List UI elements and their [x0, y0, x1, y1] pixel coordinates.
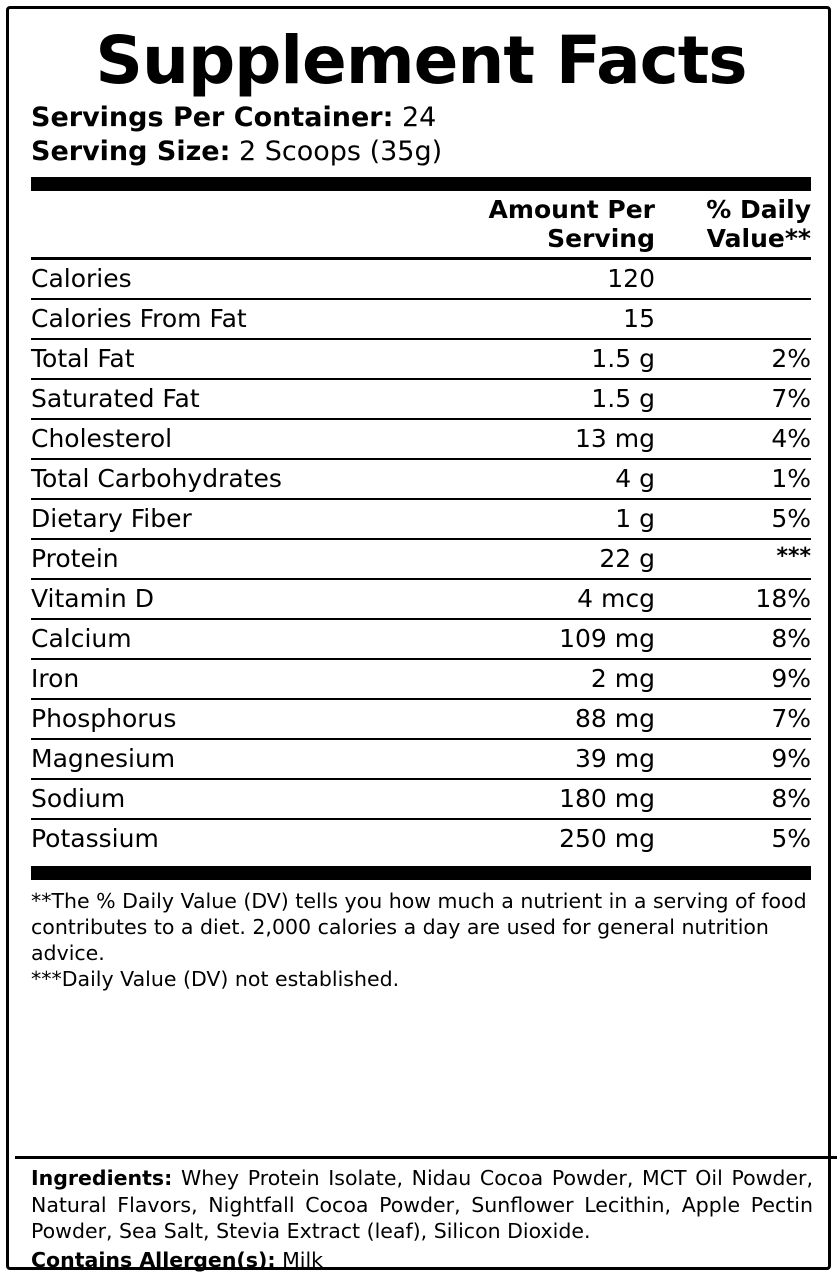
table-row — [31, 739, 811, 779]
ingredients-text: Whey Protein Isolate, Nidau Cocoa Powder, MCT Oil Powder, Natural Flavors, Nightfall Cocoa Powder, Sunflower Lecithin, Apple Pectin Powder, Sea Salt, Stevia Extract (leaf), Silicon Dioxide. — [31, 1166, 813, 1243]
nutrient-dv: 2% — [655, 339, 811, 379]
nutrient-name: Magnesium — [31, 739, 390, 779]
nutrient-dv: 5% — [655, 499, 811, 539]
nutrient-dv: 7% — [655, 699, 811, 739]
ingredients — [31, 1165, 813, 1245]
table-row — [31, 619, 811, 659]
footnote-daily-value: **The % Daily Value (DV) tells you how much a nutrient in a serving of food contributes to a diet. 2,000 calories a day are used for general nutrition advice. — [31, 889, 807, 965]
nutrient-dv: 9% — [655, 739, 811, 779]
nutrient-name: Potassium — [31, 824, 159, 853]
page-title: Supplement Facts — [95, 22, 747, 99]
allergen-label: Contains Allergen(s): — [31, 1247, 276, 1272]
serving-size-value: 2 Scoops (35g) — [239, 136, 443, 167]
nutrient-dv-note: *** — [776, 544, 811, 569]
nutrient-amount: 2 mg — [390, 659, 655, 699]
table-row — [31, 459, 811, 499]
nutrient-amount: 13 mg — [390, 419, 655, 459]
nutrient-amount: 120 — [390, 259, 655, 300]
nutrient-name: Saturated Fat — [31, 379, 390, 419]
nutrient-name: Vitamin D — [31, 579, 390, 619]
ingredients-label: Ingredients: — [31, 1166, 173, 1190]
nutrient-amount: 180 mg — [390, 779, 655, 819]
nutrient-name: Dietary Fiber — [31, 499, 390, 539]
table-row — [31, 579, 811, 619]
servings-per-container-label: Servings Per Container: — [31, 102, 394, 133]
header-amount-per-serving: Amount Per Serving — [390, 191, 655, 259]
nutrient-amount: 4 g — [390, 459, 655, 499]
nutrient-name: Calories From Fat — [31, 299, 390, 339]
nutrient-dv: 4% — [655, 419, 811, 459]
nutrient-dv: 1% — [655, 459, 811, 499]
nutrient-amount: 15 — [390, 299, 655, 339]
nutrient-dv: 9% — [655, 659, 811, 699]
header-blank — [31, 191, 390, 259]
serving-size-label: Serving Size: — [31, 136, 231, 167]
allergen-text: Milk — [282, 1247, 324, 1272]
nutrient-name: Calcium — [31, 619, 390, 659]
table-header-row — [31, 191, 811, 259]
nutrient-amount: 1 g — [390, 499, 655, 539]
footnote-not-established: ***Daily Value (DV) not established. — [31, 967, 400, 991]
table-row — [31, 539, 811, 579]
allergens — [31, 1247, 813, 1274]
nutrient-dv — [655, 539, 811, 579]
nutrition-table — [31, 191, 811, 858]
ingredients-block — [31, 1165, 813, 1274]
serving-size — [31, 135, 811, 169]
nutrient-name: Calories — [31, 259, 390, 300]
nutrient-amount: 1.5 g — [390, 379, 655, 419]
nutrient-name: Phosphorus — [31, 699, 390, 739]
servings-per-container-value: 24 — [401, 102, 437, 133]
table-row — [31, 779, 811, 819]
header-daily-value: % Daily Value** — [655, 191, 811, 259]
nutrient-dv: 5% — [771, 824, 811, 853]
nutrient-name: Total Carbohydrates — [31, 459, 390, 499]
nutrient-dv: 7% — [655, 379, 811, 419]
nutrient-amount: 109 mg — [390, 619, 655, 659]
nutrient-dv: 8% — [655, 619, 811, 659]
table-row — [31, 339, 811, 379]
table-row — [31, 379, 811, 419]
divider-thick-bottom — [31, 866, 811, 880]
nutrient-name: Sodium — [31, 779, 390, 819]
table-row — [31, 699, 811, 739]
supplement-facts-panel — [6, 6, 831, 1270]
nutrient-amount: 4 mcg — [390, 579, 655, 619]
nutrient-name: Cholesterol — [31, 419, 390, 459]
nutrient-amount: 250 mg — [559, 824, 655, 853]
nutrient-dv: 8% — [655, 779, 811, 819]
table-row — [31, 299, 811, 339]
nutrient-dv — [655, 259, 811, 300]
table-row — [31, 659, 811, 699]
nutrient-dv — [655, 299, 811, 339]
nutrient-amount: 22 g — [390, 539, 655, 579]
nutrient-name: Total Fat — [31, 339, 390, 379]
nutrient-name: Protein — [31, 539, 390, 579]
nutrient-name: Iron — [31, 659, 390, 699]
servings-per-container — [31, 101, 811, 135]
nutrient-dv: 18% — [655, 579, 811, 619]
table-row — [31, 819, 811, 858]
table-row — [31, 419, 811, 459]
table-row — [31, 259, 811, 300]
divider-thick-top — [31, 177, 811, 191]
label-content — [31, 19, 811, 996]
footnotes — [31, 888, 811, 992]
nutrient-amount: 39 mg — [390, 739, 655, 779]
divider-ingredients — [15, 1156, 837, 1159]
nutrient-amount: 1.5 g — [390, 339, 655, 379]
nutrient-amount: 88 mg — [390, 699, 655, 739]
table-row — [31, 499, 811, 539]
